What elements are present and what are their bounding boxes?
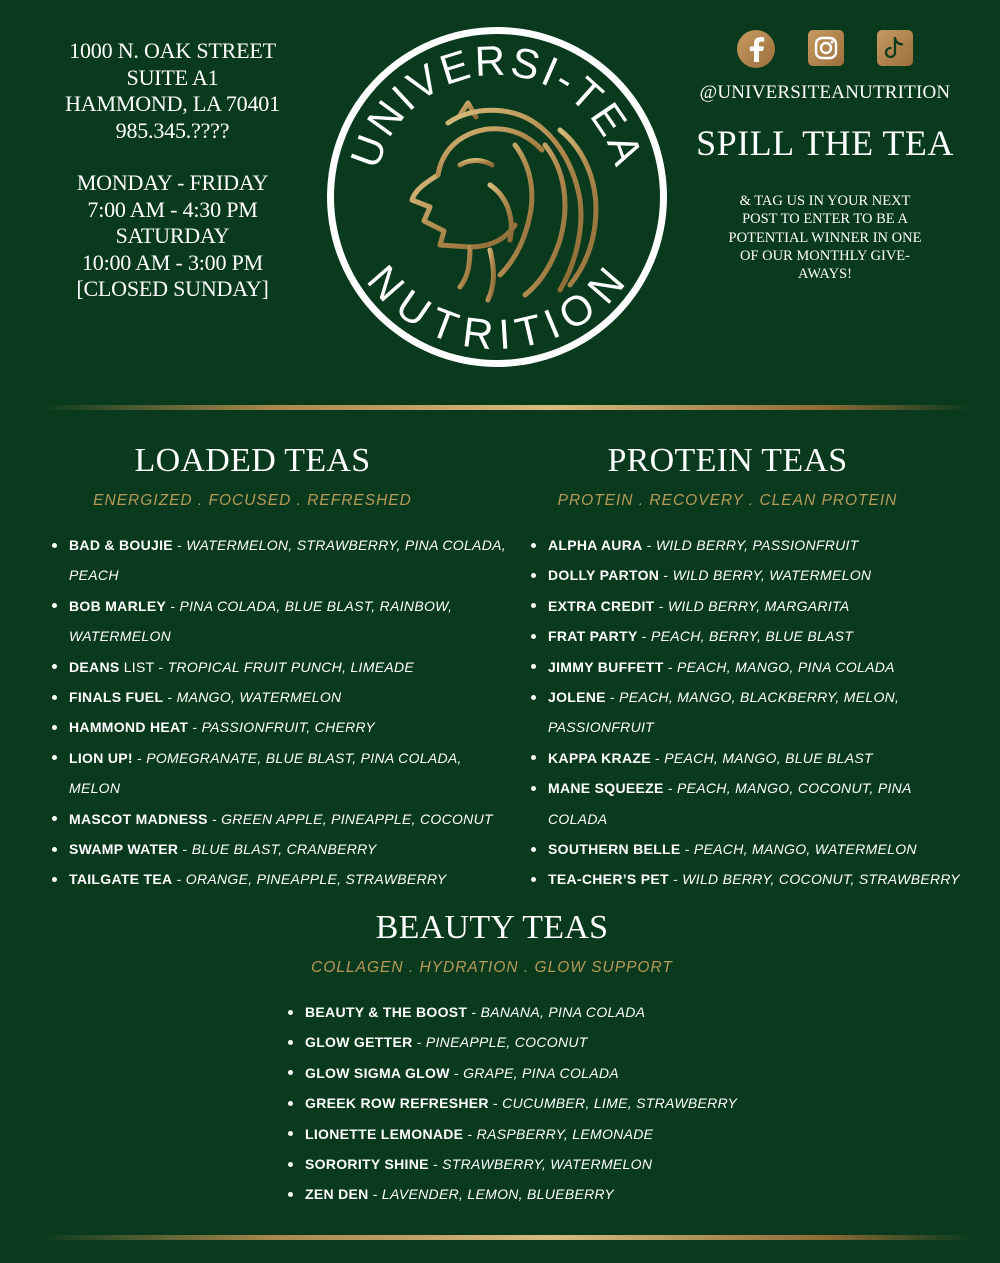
menu-item-name: KAPPA KRAZE bbox=[548, 749, 651, 766]
menu-item: ZEN DEN - LAVENDER, LEMON, BLUEBERRY bbox=[286, 1179, 746, 1209]
weekday-hours: 7:00 AM - 4:30 PM bbox=[87, 196, 258, 222]
menu-item-flavors: PEACH, MANGO, PINA COLADA bbox=[676, 658, 895, 675]
logo-top-text: UNIVERSI-TEA bbox=[341, 36, 653, 174]
social-handle[interactable]: @UNIVERSITEANUTRITION bbox=[699, 82, 951, 103]
menu-item-name-rest: LIST bbox=[119, 658, 155, 675]
menu-item-flavors: PINA COLADA, BLUE BLAST, RAINBOW, WATERMELON bbox=[69, 597, 453, 645]
menu-item-name: JIMMY BUFFETT bbox=[548, 658, 664, 675]
menu-item: MANE SQUEEZE - PEACH, MANGO, COCONUT, PINA COLADA bbox=[529, 773, 974, 834]
menu-item: BEAUTY & THE BOOST - BANANA, PINA COLADA bbox=[286, 997, 746, 1027]
menu-item-flavors: TROPICAL FRUIT PUNCH, LIMEADE bbox=[167, 658, 415, 675]
menu-item-name: EXTRA CREDIT bbox=[548, 597, 655, 614]
menu-item-flavors: ORANGE, PINEAPPLE, STRAWBERRY bbox=[185, 871, 447, 888]
tiktok-icon[interactable] bbox=[877, 30, 913, 66]
menu-item: DOLLY PARTON - WILD BERRY, WATERMELON bbox=[529, 560, 974, 590]
menu-item-name: BAD & BOUJIE bbox=[69, 537, 173, 553]
weekday-label: MONDAY - FRIDAY bbox=[76, 170, 269, 195]
menu-item-flavors: WILD BERRY, MARGARITA bbox=[667, 597, 850, 614]
menu-item-name: JOLENE bbox=[548, 689, 606, 706]
menu-item-flavors: LAVENDER, LEMON, BLUEBERRY bbox=[381, 1186, 615, 1203]
menu-item: JOLENE - PEACH, MANGO, BLACKBERRY, MELON, PASSIONFRUIT bbox=[529, 682, 974, 743]
menu-item-flavors: WILD BERRY, COCONUT, STRAWBERRY bbox=[682, 871, 960, 888]
menu-item: SOUTHERN BELLE - PEACH, MANGO, WATERMELON bbox=[529, 834, 974, 864]
spill-the-tea-heading: SPILL THE TEA bbox=[696, 123, 954, 163]
logo-bottom-text: NUTRITION bbox=[358, 256, 636, 360]
city-state-zip: HAMMOND, LA 70401 bbox=[65, 91, 280, 116]
menu-item: TEA-CHER’S PET - WILD BERRY, COCONUT, STRAWBERRY bbox=[529, 864, 974, 894]
menu-item-name: BOB MARLEY bbox=[69, 597, 167, 614]
phone-number[interactable]: 985.345.???? bbox=[115, 117, 230, 143]
menu-item-flavors: PEACH, MANGO, COCONUT, PINA COLADA bbox=[548, 780, 912, 827]
protein-teas-list bbox=[529, 530, 974, 895]
facebook-icon[interactable] bbox=[737, 30, 775, 68]
suite: SUITE A1 bbox=[126, 64, 219, 90]
menu-item-flavors: PINEAPPLE, COCONUT bbox=[425, 1034, 588, 1051]
menu-item-name: SOUTHERN BELLE bbox=[548, 841, 681, 858]
menu-item-name: TAILGATE TEA bbox=[69, 871, 173, 888]
instagram-icon[interactable] bbox=[808, 30, 844, 66]
menu-item-name: GREEK ROW REFRESHER bbox=[305, 1095, 489, 1112]
protein-teas-title: PROTEIN TEAS bbox=[607, 442, 848, 479]
universi-tea-logo bbox=[320, 25, 675, 370]
menu-item-name: SWAMP WATER bbox=[69, 841, 179, 858]
menu-item-flavors: PEACH, MANGO, WATERMELON bbox=[693, 841, 917, 858]
spacer bbox=[40, 144, 305, 170]
loaded-teas-title: LOADED TEAS bbox=[134, 442, 371, 479]
menu-item-name: DOLLY PARTON bbox=[548, 567, 660, 584]
protein-teas-subtitle: PROTEIN . RECOVERY . CLEAN PROTEIN bbox=[557, 492, 898, 509]
menu-item-name: LION UP! bbox=[69, 749, 133, 766]
menu-item: HAMMOND HEAT - PASSIONFRUIT, CHERRY bbox=[50, 712, 510, 742]
menu-item-flavors: CUCUMBER, LIME, STRAWBERRY bbox=[502, 1095, 738, 1112]
menu-item-flavors: PEACH, MANGO, BLACKBERRY, MELON, PASSIONFRUIT bbox=[548, 689, 900, 736]
menu-item: KAPPA KRAZE - PEACH, MANGO, BLUE BLAST bbox=[529, 743, 974, 773]
closed-note: [CLOSED SUNDAY] bbox=[76, 276, 269, 301]
giveaway-promo-text: & TAG US IN YOUR NEXT POST TO ENTER TO BE A POTENTIAL WINNER IN ONE OF OUR MONTHLY GIVE-AWAYS! bbox=[728, 193, 922, 283]
beauty-teas-title: BEAUTY TEAS bbox=[375, 909, 609, 946]
loaded-teas-section bbox=[50, 442, 510, 895]
menu-item-flavors: RASPBERRY, LEMONADE bbox=[476, 1125, 654, 1142]
menu-item-name: HAMMOND HEAT bbox=[69, 719, 189, 736]
saturday-hours: 10:00 AM - 3:00 PM bbox=[82, 249, 263, 275]
menu-item-flavors: MANGO, WATERMELON bbox=[176, 689, 342, 706]
menu-item-name: FINALS FUEL bbox=[69, 689, 164, 706]
social-icons bbox=[690, 30, 960, 68]
menu-item-flavors: PEACH, BERRY, BLUE BLAST bbox=[650, 628, 854, 645]
menu-item: TAILGATE TEA - ORANGE, PINEAPPLE, STRAWBERRY bbox=[50, 864, 510, 894]
menu-item-name: MANE SQUEEZE bbox=[548, 780, 664, 797]
menu-item: BAD & BOUJIE - WATERMELON, STRAWBERRY, PINA COLADA, PEACH bbox=[50, 530, 510, 591]
gold-divider-bottom bbox=[40, 1235, 970, 1240]
protein-teas-section bbox=[529, 442, 974, 895]
menu-item-flavors: WATERMELON, STRAWBERRY, PINA COLADA, PEACH bbox=[69, 537, 506, 584]
menu-item-flavors: PEACH, MANGO, BLUE BLAST bbox=[664, 749, 873, 766]
menu-item: BOB MARLEY - PINA COLADA, BLUE BLAST, RAINBOW, WATERMELON bbox=[50, 591, 510, 652]
menu-item-name: FRAT PARTY bbox=[548, 628, 638, 645]
menu-item-name: MASCOT MADNESS bbox=[69, 810, 208, 827]
loaded-teas-list bbox=[50, 530, 510, 895]
beauty-teas-subtitle: COLLAGEN . HYDRATION . GLOW SUPPORT bbox=[311, 959, 673, 976]
menu-item: MASCOT MADNESS - GREEN APPLE, PINEAPPLE, COCONUT bbox=[50, 804, 510, 834]
saturday-label: SATURDAY bbox=[115, 223, 230, 248]
menu-item-name: ZEN DEN bbox=[305, 1186, 369, 1203]
beauty-teas-section bbox=[286, 909, 746, 1210]
menu-item-name: SORORITY SHINE bbox=[305, 1156, 429, 1173]
menu-item: SORORITY SHINE - STRAWBERRY, WATERMELON bbox=[286, 1149, 746, 1179]
menu-item-name: ALPHA AURA bbox=[548, 537, 643, 553]
store-info bbox=[40, 38, 305, 303]
menu-item: LION UP! - POMEGRANATE, BLUE BLAST, PINA COLADA, MELON bbox=[50, 743, 510, 804]
menu-item-flavors: WILD BERRY, WATERMELON bbox=[672, 567, 872, 584]
menu-item-name: LIONETTE LEMONADE bbox=[305, 1125, 464, 1142]
menu-item-flavors: BLUE BLAST, CRANBERRY bbox=[191, 841, 377, 858]
menu-item: JIMMY BUFFETT - PEACH, MANGO, PINA COLADA bbox=[529, 652, 974, 682]
menu-item: DEANS LIST - TROPICAL FRUIT PUNCH, LIMEADE bbox=[50, 652, 510, 682]
menu-item-flavors: BANANA, PINA COLADA bbox=[480, 1004, 646, 1020]
social-block bbox=[690, 30, 960, 283]
beauty-teas-list bbox=[286, 997, 746, 1210]
loaded-teas-subtitle: ENERGIZED . FOCUSED . REFRESHED bbox=[93, 492, 412, 509]
menu-item: SWAMP WATER - BLUE BLAST, CRANBERRY bbox=[50, 834, 510, 864]
menu-item: GREEK ROW REFRESHER - CUCUMBER, LIME, STRAWBERRY bbox=[286, 1088, 746, 1118]
menu-item-flavors: GREEN APPLE, PINEAPPLE, COCONUT bbox=[221, 810, 493, 827]
menu-item-flavors: WILD BERRY, PASSIONFRUIT bbox=[655, 537, 859, 553]
menu-item-flavors: STRAWBERRY, WATERMELON bbox=[442, 1156, 653, 1173]
menu-item: EXTRA CREDIT - WILD BERRY, MARGARITA bbox=[529, 591, 974, 621]
menu-item: ALPHA AURA - WILD BERRY, PASSIONFRUIT bbox=[529, 530, 974, 560]
menu-item: GLOW GETTER - PINEAPPLE, COCONUT bbox=[286, 1027, 746, 1057]
menu-item: LIONETTE LEMONADE - RASPBERRY, LEMONADE bbox=[286, 1119, 746, 1149]
menu-item-name: DEANS bbox=[69, 658, 120, 675]
menu-item-name: GLOW SIGMA GLOW bbox=[305, 1064, 450, 1081]
menu-item-name: BEAUTY & THE BOOST bbox=[305, 1004, 468, 1020]
street-address: 1000 N. OAK STREET bbox=[69, 38, 276, 63]
gold-divider-top bbox=[40, 405, 970, 410]
menu-item-name: GLOW GETTER bbox=[305, 1034, 413, 1051]
menu-item-name: TEA-CHER’S PET bbox=[548, 871, 669, 888]
menu-item-flavors: GRAPE, PINA COLADA bbox=[463, 1064, 619, 1081]
menu-item-flavors: POMEGRANATE, BLUE BLAST, PINA COLADA, MELON bbox=[69, 749, 462, 797]
menu-item: GLOW SIGMA GLOW - GRAPE, PINA COLADA bbox=[286, 1058, 746, 1088]
menu-item: FINALS FUEL - MANGO, WATERMELON bbox=[50, 682, 510, 712]
menu-item: FRAT PARTY - PEACH, BERRY, BLUE BLAST bbox=[529, 621, 974, 651]
menu-item-flavors: PASSIONFRUIT, CHERRY bbox=[201, 719, 376, 736]
